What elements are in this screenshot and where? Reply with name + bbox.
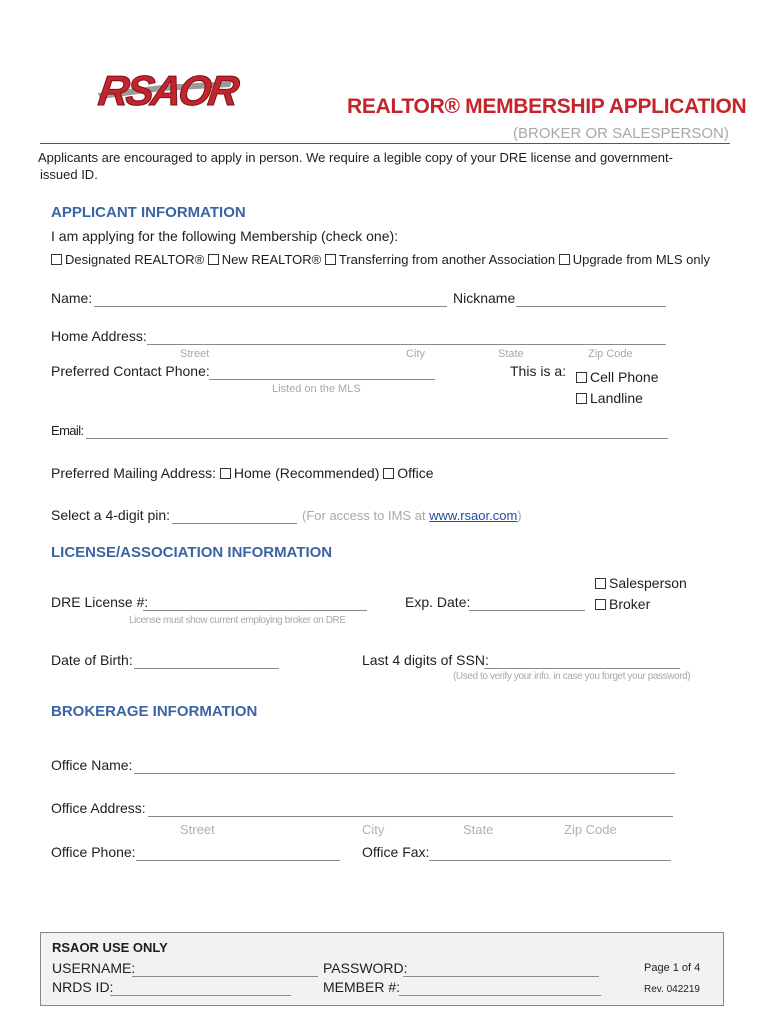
nrds-label: NRDS ID: [52, 979, 114, 995]
pin-note: (For access to IMS at www.rsaor.com) [302, 508, 522, 523]
email-label: Email: [51, 423, 84, 438]
checkbox-icon[interactable] [595, 599, 606, 610]
pin-label: Select a 4-digit pin: [51, 507, 171, 523]
exp-date-field[interactable] [469, 610, 585, 611]
phone-note: Listed on the MLS [272, 383, 361, 395]
username-label: USERNAME: [52, 960, 136, 976]
mailing-office-option[interactable]: Office [383, 465, 433, 481]
office-fax-field[interactable] [429, 860, 671, 861]
checkbox-icon[interactable] [220, 468, 231, 479]
home-address-field[interactable] [147, 344, 666, 345]
home-zip-sublabel: Zip Code [588, 348, 633, 360]
office-address-field[interactable] [148, 816, 673, 817]
checkbox-icon[interactable] [383, 468, 394, 479]
ssn-field[interactable] [484, 668, 680, 669]
checkbox-icon[interactable] [325, 254, 336, 265]
office-name-label: Office Name: [51, 757, 133, 773]
home-street-sublabel: Street [180, 348, 210, 360]
ssn-note: (Used to verify your info. in case you forget your password) [453, 671, 691, 682]
mailing-address-row [51, 465, 434, 481]
office-fax-label: Office Fax: [362, 844, 430, 860]
home-state-sublabel: State [498, 348, 524, 360]
nickname-label: Nickname [453, 290, 516, 306]
checkbox-icon[interactable] [559, 254, 570, 265]
home-city-sublabel: City [406, 348, 425, 360]
office-phone-label: Office Phone: [51, 844, 136, 860]
mailing-address-label: Preferred Mailing Address: [51, 465, 216, 481]
option-new-realtor[interactable]: New REALTOR® [208, 252, 321, 267]
membership-options [51, 252, 710, 267]
dre-license-label: DRE License #: [51, 594, 149, 610]
phone-type-landline[interactable]: Landline [576, 390, 643, 406]
name-field[interactable] [94, 306, 447, 307]
page-title: REALTOR® MEMBERSHIP APPLICATION [347, 95, 747, 118]
revision: Rev. 042219 [644, 984, 700, 995]
checkbox-icon[interactable] [576, 372, 587, 383]
checkbox-icon[interactable] [576, 393, 587, 404]
checkbox-icon[interactable] [208, 254, 219, 265]
option-transferring[interactable]: Transferring from another Association [325, 252, 555, 267]
home-address-label: Home Address: [51, 328, 147, 344]
office-name-field[interactable] [134, 773, 675, 774]
checkbox-icon[interactable] [595, 578, 606, 589]
contact-phone-label: Preferred Contact Phone: [51, 363, 210, 379]
page-number: Page 1 of 4 [644, 962, 701, 974]
member-label: MEMBER #: [323, 979, 401, 995]
brokerage-heading: BROKERAGE INFORMATION [51, 703, 258, 720]
option-upgrade-mls[interactable]: Upgrade from MLS only [559, 252, 710, 267]
password-label: PASSWORD: [323, 960, 408, 976]
dob-label: Date of Birth: [51, 652, 133, 668]
office-zip-sublabel: Zip Code [564, 822, 617, 837]
broker-option[interactable]: Broker [595, 596, 650, 612]
nrds-field[interactable] [110, 995, 291, 996]
dob-field[interactable] [134, 668, 279, 669]
intro-line-2: issued ID. [40, 167, 98, 182]
office-street-sublabel: Street [180, 822, 215, 837]
header-divider [40, 143, 730, 144]
checkbox-icon[interactable] [51, 254, 62, 265]
contact-phone-field[interactable] [209, 379, 435, 380]
office-state-sublabel: State [463, 822, 494, 837]
dre-license-field[interactable] [143, 610, 367, 611]
pin-field[interactable] [172, 523, 297, 524]
ssn-label: Last 4 digits of SSN: [362, 652, 489, 668]
mailing-home-option[interactable]: Home (Recommended) [220, 465, 380, 481]
dre-note: License must show current employing broker on DRE [129, 615, 346, 626]
intro-line-1: Applicants are encouraged to apply in person. We require a legible copy of your DRE license and government- [38, 150, 673, 165]
nickname-field[interactable] [516, 306, 666, 307]
phone-type-label: This is a: [510, 363, 567, 379]
rsaor-link[interactable]: www.rsaor.com [429, 508, 518, 523]
svg-text:RSAOR: RSAOR [95, 67, 243, 114]
email-field[interactable] [86, 438, 668, 439]
office-address-label: Office Address: [51, 800, 146, 816]
phone-type-cell[interactable]: Cell Phone [576, 369, 659, 385]
member-field[interactable] [399, 995, 601, 996]
exp-date-label: Exp. Date: [405, 594, 471, 610]
office-phone-field[interactable] [136, 860, 340, 861]
option-designated-realtor[interactable]: Designated REALTOR® [51, 252, 204, 267]
membership-prompt: I am applying for the following Membership (check one): [51, 228, 399, 244]
page-subtitle: (BROKER OR SALESPERSON) [513, 125, 729, 142]
username-field[interactable] [132, 976, 318, 977]
office-city-sublabel: City [362, 822, 385, 837]
office-use-heading: RSAOR USE ONLY [52, 940, 168, 955]
applicant-heading: APPLICANT INFORMATION [51, 204, 246, 221]
rsaor-logo [92, 55, 252, 115]
password-field[interactable] [403, 976, 599, 977]
name-label: Name: [51, 290, 93, 306]
salesperson-option[interactable]: Salesperson [595, 575, 687, 591]
license-heading: LICENSE/ASSOCIATION INFORMATION [51, 544, 333, 561]
